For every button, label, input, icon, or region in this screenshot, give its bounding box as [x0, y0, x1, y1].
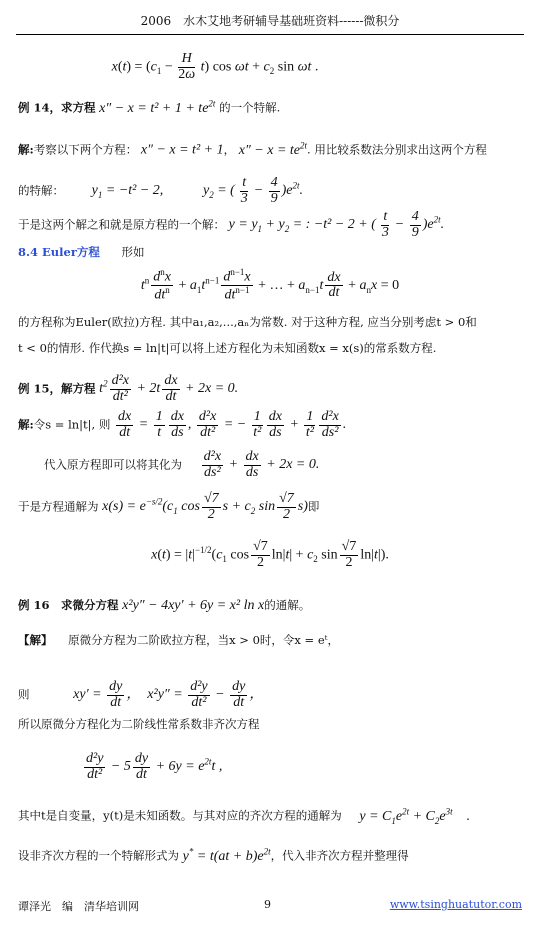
- then-label: 则: [18, 687, 30, 702]
- solution-text-2: . 用比较系数法分别求出这两个方程: [307, 142, 487, 157]
- footer-page-number: 9: [264, 898, 271, 911]
- example-16-label: 例 16 求微分方程: [18, 598, 119, 612]
- particular-form: 设非齐次方程的一个特解形式为 $y^* = t(at + b)e^{2t}$，代入非齐次方程并整理得: [18, 846, 409, 864]
- solution-16-tag: 【解】: [18, 633, 53, 647]
- euler-equation: $t^n$ $\frac{d^nx}{dt^n}$ + $a_1t^{n-1}$ $\frac{d^{n-1}x}{dt^{n-1}}$ + … + $a_{n-1}t$ $\frac{dx}{dt}$ + $a_nx = 0$: [140, 267, 400, 303]
- particular-form-text: 设非齐次方程的一个特解形式为: [18, 848, 179, 863]
- solution-15: 解:令s = ln|t|, 则 $\frac{dx}{dt}$ = $\frac{1}{t}$ $\frac{dx}{ds}$ , $\frac{\text{d²x}}{\text{dt²}}$ = − $\frac{1}{\text{t²}}$ $\frac{dx}{ds}$ + $\frac{1}{\text{t²}}$ $\frac{\text{d²x}}{\text{ds²}}$ .: [18, 409, 347, 440]
- example-15-label: 例 15，解方程: [18, 381, 96, 396]
- footer-author: 谭泽光 编 清华培训网: [18, 900, 139, 913]
- formula-xt: $x(t) = (c_1$ − $\frac{H}{2\omega}$ t) $\cos \omega t + c_2$ sin ωt .: [111, 51, 319, 82]
- header-rule: [16, 34, 524, 35]
- particular-solutions: 的特解： $y_1 = -t^2 - 2$, $y_2$ = ( $\frac{t}{3}$ − $\frac{4}{9}$ )$e^{2t}$.: [18, 175, 304, 206]
- general-solution-t: $x(t) = |t|^{-1/2}(c_1$ cos $\frac{√7}{2}$ $\ln|t| + c_2$ sin $\frac{√7}{2}$ ln|t|).: [151, 539, 389, 570]
- general-label: 于是方程通解为: [18, 499, 99, 514]
- particular-form-tail: ，代入非齐次方程并整理得: [270, 848, 409, 863]
- solution-text: 考察以下两个方程：: [33, 142, 138, 157]
- general-solution-s: 于是方程通解为 $x(s) = e^{-s/2}(c_1$ cos $\frac{√7}{2}$ $s + c_2$ sin $\frac{√7}{2}$ s)即: [18, 491, 320, 522]
- example-14-tail: 的一个特解.: [219, 100, 281, 115]
- example-14: 例 14，求方程 $x'' - x = t^2 + 1 + te^{2t}$ 的一个特解.: [18, 98, 281, 116]
- section-lead: 形如: [121, 245, 145, 259]
- solution-14-intro: 解:考察以下两个方程： x″ − x = t² + 1， $x'' - x = te^{2t}$. 用比较系数法分别求出这两个方程: [18, 140, 487, 158]
- substitution: 代入原方程即可以将其化为 $\frac{\text{d²x}}{\text{ds²}}$ + $\frac{dx}{ds}$ + 2x = 0.: [44, 449, 320, 480]
- derivative-substitution: 则 xy′ = $\frac{dy}{dt}$ ， x²y″ = $\frac{\text{d²y}}{\text{dt²}}$ − $\frac{dy}{dt}$ ，: [18, 679, 264, 710]
- sum-solution: 于是这两个解之和就是原方程的一个解： $y = y_1 + y_2$ = : −t² − 2 + ( $\frac{t}{3}$ − $\frac{4}{9}$ )$e^{2t}$.: [18, 209, 445, 240]
- sum-label: 于是这两个解之和就是原方程的一个解：: [18, 217, 225, 232]
- example-15: 例 15，解方程 $t^2$ $\frac{\text{d²x}}{\text{dt²}}$ + 2t $\frac{dx}{dt}$ + 2x = 0.: [18, 373, 239, 404]
- example-14-label: 例 14，求方程: [18, 100, 96, 115]
- solution-16: [18, 634, 522, 648]
- solution-15-label: 解:: [18, 417, 34, 432]
- particular-label: 的特解：: [18, 183, 64, 198]
- footer-link[interactable]: www.tsinghuatutor.com: [389, 898, 522, 911]
- section-8-4: [18, 246, 522, 260]
- euler-desc-1: 的方程称为Euler(欧拉)方程. 其中a₁,a₂,...,aₙ为常数. 对于这种方程, 应当分别考虑t > 0和: [18, 315, 477, 329]
- example-16-tail: 的通解。: [264, 598, 311, 612]
- substitution-text: 代入原方程即可以将其化为: [44, 457, 182, 472]
- solution-15-text: 令s = ln|t|, 则: [33, 417, 111, 432]
- reduced-statement: 所以原微分方程化为二阶线性常系数非齐次方程: [18, 717, 260, 731]
- solution-label: 解:: [18, 142, 34, 157]
- homogeneous-text: 其中t是自变量，y(t)是未知函数。与其对应的齐次方程的通解为: [18, 808, 342, 823]
- general-tail: 即: [307, 499, 320, 514]
- page-header: 2006 水木艾地考研辅导基础班资料------微积分: [140, 14, 400, 28]
- homogeneous-solution: 其中t是自变量，y(t)是未知函数。与其对应的齐次方程的通解为 $y = C_1e^{2t} + C_2e^{3t}$ .: [18, 806, 471, 826]
- example-16: 例 16 求微分方程 x²y″ − 4xy′ + 6y = x² ln x的通解。: [18, 598, 311, 613]
- section-title: 8.4 Euler方程: [18, 245, 100, 259]
- solution-16-text: 原微分方程为二阶欧拉方程，当x > 0时，令x = eᵗ，: [68, 633, 339, 647]
- euler-desc-2: t < 0的情形. 作代换s = ln|t|可以将上述方程化为未知函数x = x(s)的常系数方程.: [18, 341, 437, 355]
- reduced-equation: $\frac{\text{d²y}}{\text{dt²}}$ − 5 $\frac{dy}{dt}$ + $6y = e^{2t}t$ ,: [86, 751, 223, 782]
